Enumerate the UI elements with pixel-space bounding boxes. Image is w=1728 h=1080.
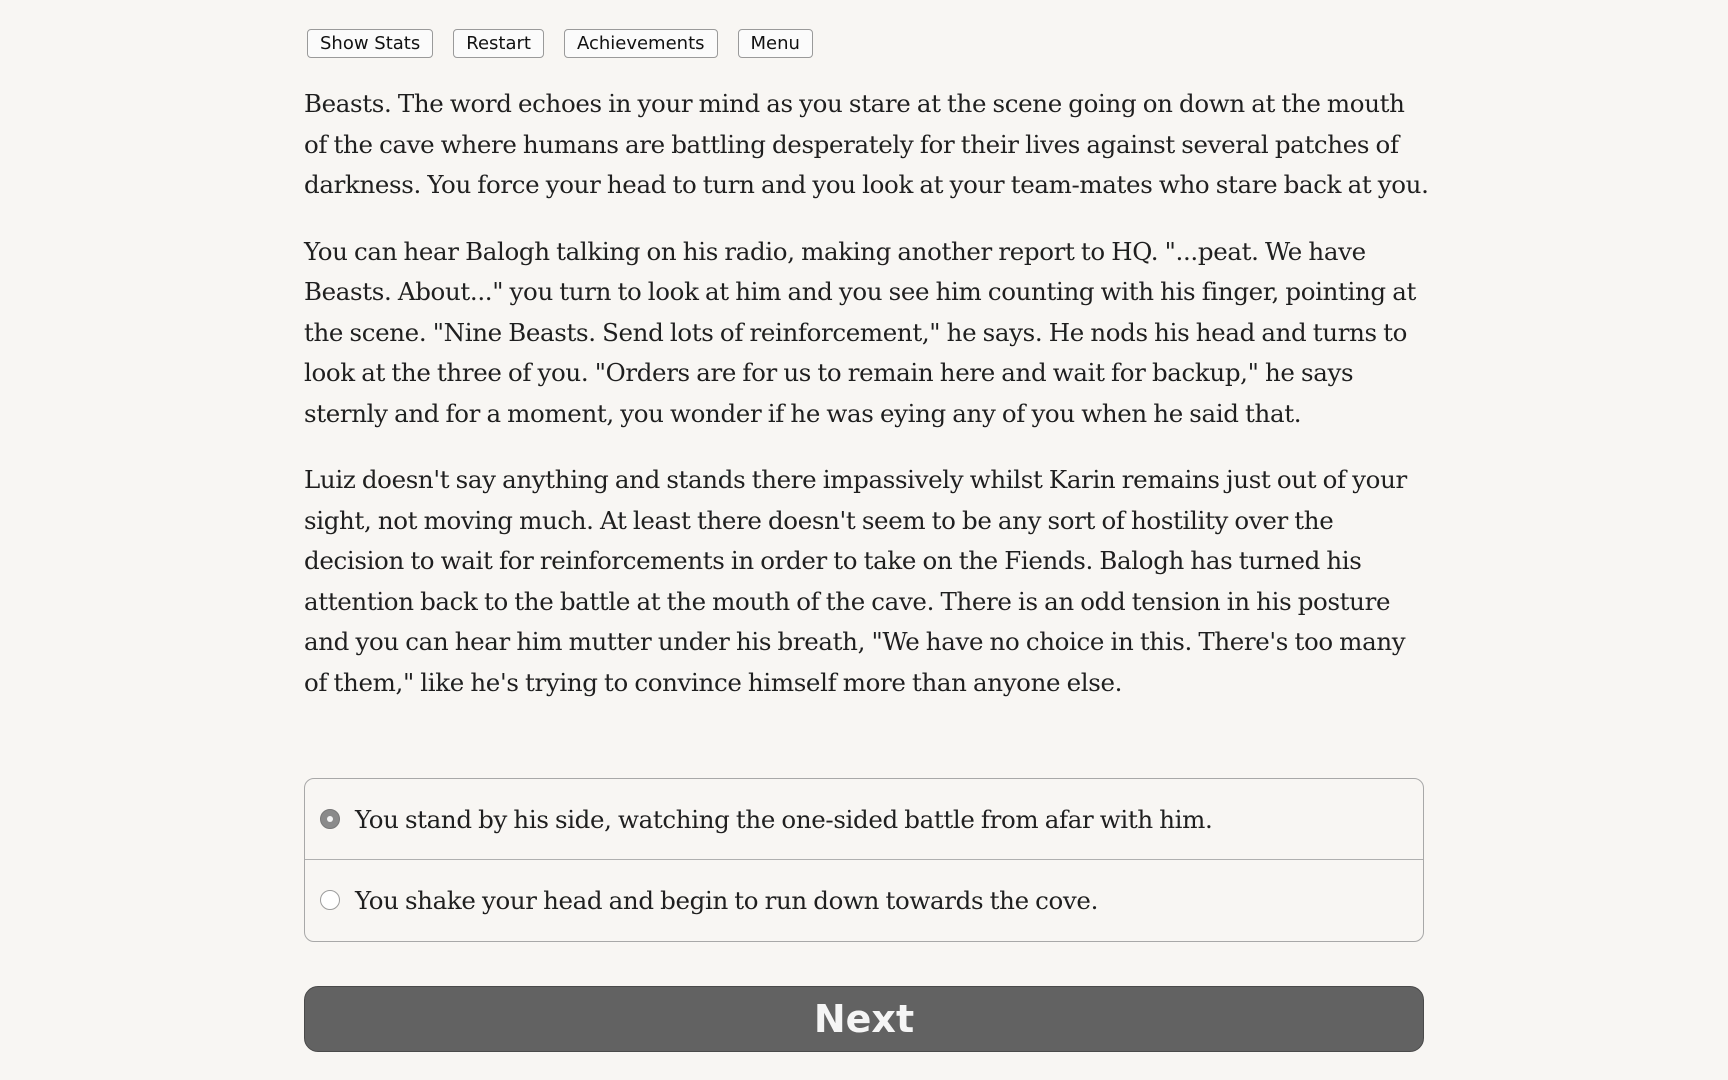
choice-option-2[interactable] [305,859,1423,940]
choice-option-1[interactable] [305,779,1423,859]
story-text [304,84,1429,729]
choice-list [304,778,1424,942]
menu-button[interactable]: Menu [738,29,813,58]
toolbar [307,29,813,58]
show-stats-button[interactable]: Show Stats [307,29,433,58]
choice-label: You shake your head and begin to run down towards the cove. [355,885,1099,915]
choice-label: You stand by his side, watching the one-sided battle from afar with him. [355,804,1213,834]
achievements-button[interactable]: Achievements [564,29,718,58]
next-button[interactable]: Next [304,986,1424,1052]
story-paragraph: Luiz doesn't say anything and stands there impassively whilst Karin remains just out of your sight, not moving much. At least there doesn't seem to be any sort of hostility over the decision to wait for reinforcements in order to take on the Fiends. Balogh has turned his attention back to the battle at the mouth of the cave. There is an odd tension in his posture and you can hear him mutter under his breath, "We have no choice in this. There's too many of them," like he's trying to convince himself more than anyone else. [304,465,1407,697]
story-paragraph: You can hear Balogh talking on his radio, making another report to HQ. "...peat. We have Beasts. About..." you turn to look at him and you see him counting with his finger, pointing at the scene. "Nine Beasts. Send lots of reinforcement," he says. He nods his head and turns to look at the three of you. "Orders are for us to remain here and wait for backup," he says sternly and for a moment, you wonder if he was eying any of you when he said that. [304,236,1416,428]
story-paragraph: Beasts. The word echoes in your mind as you stare at the scene going on down at the mouth of the cave where humans are battling desperately for their lives against several patches of darkness. You force your head to turn and you look at your team-mates who stare back at you. [304,89,1429,199]
radio-button-selected[interactable] [320,809,340,829]
radio-button[interactable] [320,890,340,910]
restart-button[interactable]: Restart [453,29,544,58]
